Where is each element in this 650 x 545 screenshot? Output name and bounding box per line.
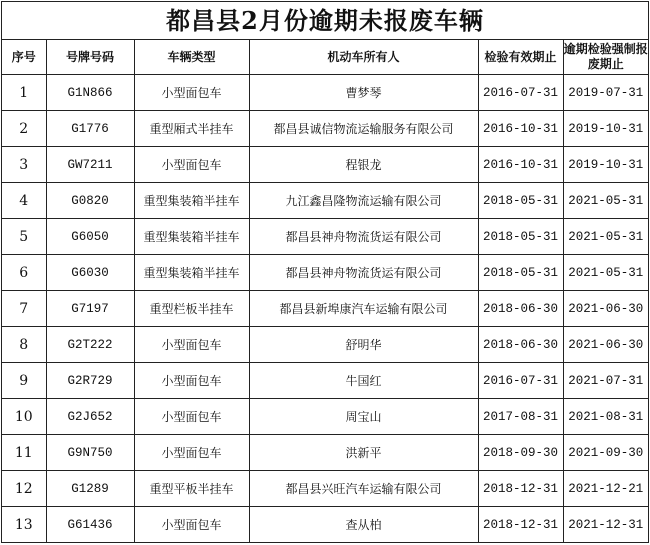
cell-type: 小型面包车 bbox=[134, 147, 249, 183]
cell-plate: G6030 bbox=[46, 255, 134, 291]
header-no: 序号 bbox=[2, 40, 46, 75]
cell-owner: 洪新平 bbox=[249, 435, 478, 471]
cell-no: 3 bbox=[2, 147, 46, 183]
cell-type: 重型集装箱半挂车 bbox=[134, 183, 249, 219]
cell-type: 重型集装箱半挂车 bbox=[134, 219, 249, 255]
table-row bbox=[2, 183, 648, 219]
cell-inspection: 2017-08-31 bbox=[478, 399, 563, 435]
cell-scrap: 2021-05-31 bbox=[563, 183, 648, 219]
cell-inspection: 2018-12-31 bbox=[478, 471, 563, 507]
header-scrap: 逾期检验强制报废期止 bbox=[563, 40, 648, 75]
cell-inspection: 2018-06-30 bbox=[478, 327, 563, 363]
cell-inspection: 2016-10-31 bbox=[478, 111, 563, 147]
cell-no: 12 bbox=[2, 471, 46, 507]
table-row bbox=[2, 219, 648, 255]
cell-type: 小型面包车 bbox=[134, 507, 249, 543]
cell-scrap: 2019-07-31 bbox=[563, 75, 648, 111]
cell-scrap: 2021-05-31 bbox=[563, 255, 648, 291]
cell-owner: 都昌县神舟物流货运有限公司 bbox=[249, 219, 478, 255]
vehicle-notice-sheet bbox=[1, 1, 649, 543]
cell-owner: 程银龙 bbox=[249, 147, 478, 183]
cell-plate: G1776 bbox=[46, 111, 134, 147]
cell-owner: 都昌县新埠康汽车运输有限公司 bbox=[249, 291, 478, 327]
cell-inspection: 2018-05-31 bbox=[478, 183, 563, 219]
table-row bbox=[2, 75, 648, 111]
cell-type: 重型厢式半挂车 bbox=[134, 111, 249, 147]
header-plate: 号牌号码 bbox=[46, 40, 134, 75]
cell-type: 重型平板半挂车 bbox=[134, 471, 249, 507]
cell-no: 10 bbox=[2, 399, 46, 435]
cell-plate: G2J652 bbox=[46, 399, 134, 435]
cell-scrap: 2021-06-30 bbox=[563, 291, 648, 327]
cell-plate: G9N750 bbox=[46, 435, 134, 471]
cell-plate: G7197 bbox=[46, 291, 134, 327]
cell-type: 重型栏板半挂车 bbox=[134, 291, 249, 327]
cell-scrap: 2021-12-31 bbox=[563, 507, 648, 543]
table-body bbox=[2, 75, 648, 543]
cell-owner: 牛国红 bbox=[249, 363, 478, 399]
cell-no: 4 bbox=[2, 183, 46, 219]
cell-type: 小型面包车 bbox=[134, 363, 249, 399]
cell-inspection: 2018-09-30 bbox=[478, 435, 563, 471]
table-row bbox=[2, 291, 648, 327]
cell-scrap: 2019-10-31 bbox=[563, 147, 648, 183]
cell-plate: G2R729 bbox=[46, 363, 134, 399]
cell-inspection: 2018-12-31 bbox=[478, 507, 563, 543]
cell-scrap: 2021-08-31 bbox=[563, 399, 648, 435]
cell-scrap: 2021-06-30 bbox=[563, 327, 648, 363]
cell-plate: G61436 bbox=[46, 507, 134, 543]
cell-type: 重型集装箱半挂车 bbox=[134, 255, 249, 291]
cell-owner: 舒明华 bbox=[249, 327, 478, 363]
cell-no: 6 bbox=[2, 255, 46, 291]
cell-scrap: 2021-05-31 bbox=[563, 219, 648, 255]
cell-no: 13 bbox=[2, 507, 46, 543]
cell-inspection: 2018-06-30 bbox=[478, 291, 563, 327]
cell-scrap: 2021-12-21 bbox=[563, 471, 648, 507]
cell-plate: G2T222 bbox=[46, 327, 134, 363]
table-row bbox=[2, 471, 648, 507]
cell-inspection: 2018-05-31 bbox=[478, 255, 563, 291]
table-row bbox=[2, 435, 648, 471]
table-row bbox=[2, 147, 648, 183]
cell-type: 小型面包车 bbox=[134, 75, 249, 111]
table-header-row bbox=[2, 40, 648, 75]
cell-no: 9 bbox=[2, 363, 46, 399]
cell-inspection: 2018-05-31 bbox=[478, 219, 563, 255]
cell-no: 7 bbox=[2, 291, 46, 327]
cell-inspection: 2016-07-31 bbox=[478, 75, 563, 111]
cell-inspection: 2016-07-31 bbox=[478, 363, 563, 399]
page-title: 都昌县2月份逾期未报废车辆 bbox=[2, 2, 648, 40]
cell-no: 8 bbox=[2, 327, 46, 363]
cell-owner: 都昌县兴旺汽车运输有限公司 bbox=[249, 471, 478, 507]
cell-owner: 都昌县神舟物流货运有限公司 bbox=[249, 255, 478, 291]
cell-type: 小型面包车 bbox=[134, 327, 249, 363]
cell-type: 小型面包车 bbox=[134, 435, 249, 471]
header-type: 车辆类型 bbox=[134, 40, 249, 75]
table-row bbox=[2, 111, 648, 147]
cell-scrap: 2021-09-30 bbox=[563, 435, 648, 471]
cell-inspection: 2016-10-31 bbox=[478, 147, 563, 183]
cell-scrap: 2019-10-31 bbox=[563, 111, 648, 147]
header-inspection: 检验有效期止 bbox=[478, 40, 563, 75]
table-row bbox=[2, 255, 648, 291]
cell-plate: G1N866 bbox=[46, 75, 134, 111]
cell-no: 2 bbox=[2, 111, 46, 147]
vehicle-table bbox=[2, 40, 648, 542]
table-row bbox=[2, 507, 648, 543]
cell-type: 小型面包车 bbox=[134, 399, 249, 435]
cell-owner: 九江鑫昌隆物流运输有限公司 bbox=[249, 183, 478, 219]
header-owner: 机动车所有人 bbox=[249, 40, 478, 75]
cell-owner: 周宝山 bbox=[249, 399, 478, 435]
cell-owner: 都昌县诚信物流运输服务有限公司 bbox=[249, 111, 478, 147]
cell-no: 11 bbox=[2, 435, 46, 471]
cell-plate: G6050 bbox=[46, 219, 134, 255]
table-row bbox=[2, 399, 648, 435]
cell-plate: GW7211 bbox=[46, 147, 134, 183]
table-row bbox=[2, 327, 648, 363]
cell-owner: 曹梦琴 bbox=[249, 75, 478, 111]
cell-no: 1 bbox=[2, 75, 46, 111]
cell-no: 5 bbox=[2, 219, 46, 255]
cell-owner: 查从柏 bbox=[249, 507, 478, 543]
cell-plate: G1289 bbox=[46, 471, 134, 507]
cell-plate: G0820 bbox=[46, 183, 134, 219]
cell-scrap: 2021-07-31 bbox=[563, 363, 648, 399]
table-row bbox=[2, 363, 648, 399]
